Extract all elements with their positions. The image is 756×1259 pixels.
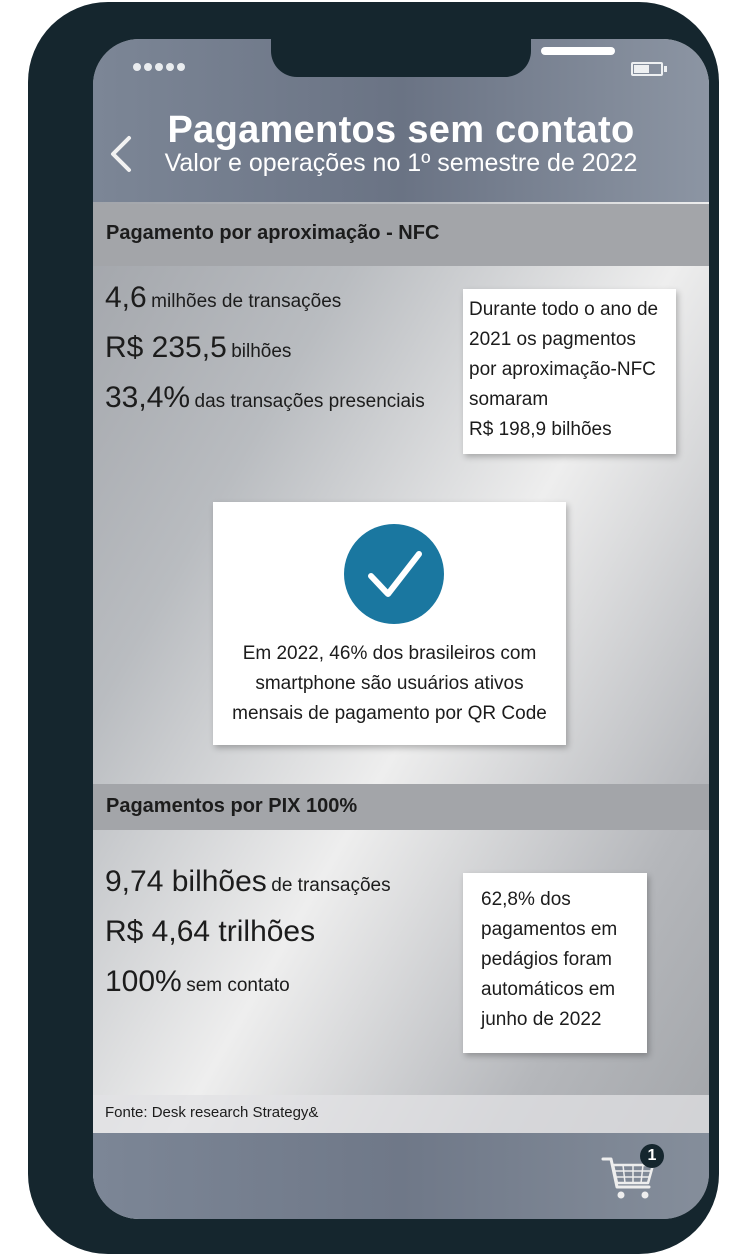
stat-desc: bilhões: [231, 341, 292, 362]
nfc-section-header: [93, 204, 709, 266]
qr-code-text: Em 2022, 46% dos brasileiros com smartphone são usuários ativos mensais de pagamento por QR Code: [232, 643, 547, 724]
cart-badge: 1: [640, 1144, 664, 1168]
stat-value: R$ 235,5: [105, 331, 227, 364]
pix-stat-contactless: [105, 965, 290, 999]
bottom-bar: [93, 1133, 709, 1219]
signal-icon: [133, 63, 185, 71]
pix-stat-transactions: [105, 865, 391, 899]
pix-note-text: 62,8% dos pagamentos em pedágios foram automáticos em junho de 2022: [481, 889, 618, 1030]
stat-desc: das transações presenciais: [194, 391, 425, 412]
phone-frame: [28, 2, 719, 1254]
stat-value: 4,6: [105, 281, 147, 314]
pix-stat-value: [105, 915, 315, 949]
qr-code-card: [213, 502, 566, 745]
nfc-stat-transactions: [105, 281, 341, 315]
nfc-section-label: Pagamento por aproximação - NFC: [106, 222, 440, 244]
stat-value: 9,74 bilhões: [105, 865, 267, 898]
page-title: Pagamentos sem contato: [167, 109, 635, 151]
stat-desc: milhões de transações: [151, 291, 342, 312]
battery-icon: [631, 62, 663, 76]
nfc-stat-share: [105, 381, 425, 415]
speaker-icon: [541, 47, 615, 55]
stat-desc: sem contato: [186, 975, 290, 996]
page-subtitle: Valor e operações no 1º semestre de 2022: [164, 149, 638, 177]
checkmark-icon: [344, 524, 444, 624]
pix-note-card: [463, 873, 647, 1053]
phone-notch: [271, 39, 531, 77]
stat-value: 100%: [105, 965, 182, 998]
pix-section-label: Pagamentos por PIX 100%: [106, 795, 358, 817]
stat-value: R$ 4,64 trilhões: [105, 915, 316, 948]
checkmark-circle-icon: [344, 524, 444, 624]
phone-screen: [93, 39, 709, 1219]
stat-value: 33,4%: [105, 381, 191, 414]
nfc-note-text: Durante todo o ano de 2021 os pagmentos por aproximação-NFC somaram R$ 198,9 bilhões: [469, 299, 659, 440]
source-strip: [93, 1095, 709, 1133]
pix-section-header: [93, 784, 709, 830]
nfc-stat-value: [105, 331, 291, 365]
source-text: Fonte: Desk research Strategy&: [105, 1104, 319, 1121]
stat-desc: de transações: [271, 875, 391, 896]
nfc-note-card: [463, 289, 676, 454]
